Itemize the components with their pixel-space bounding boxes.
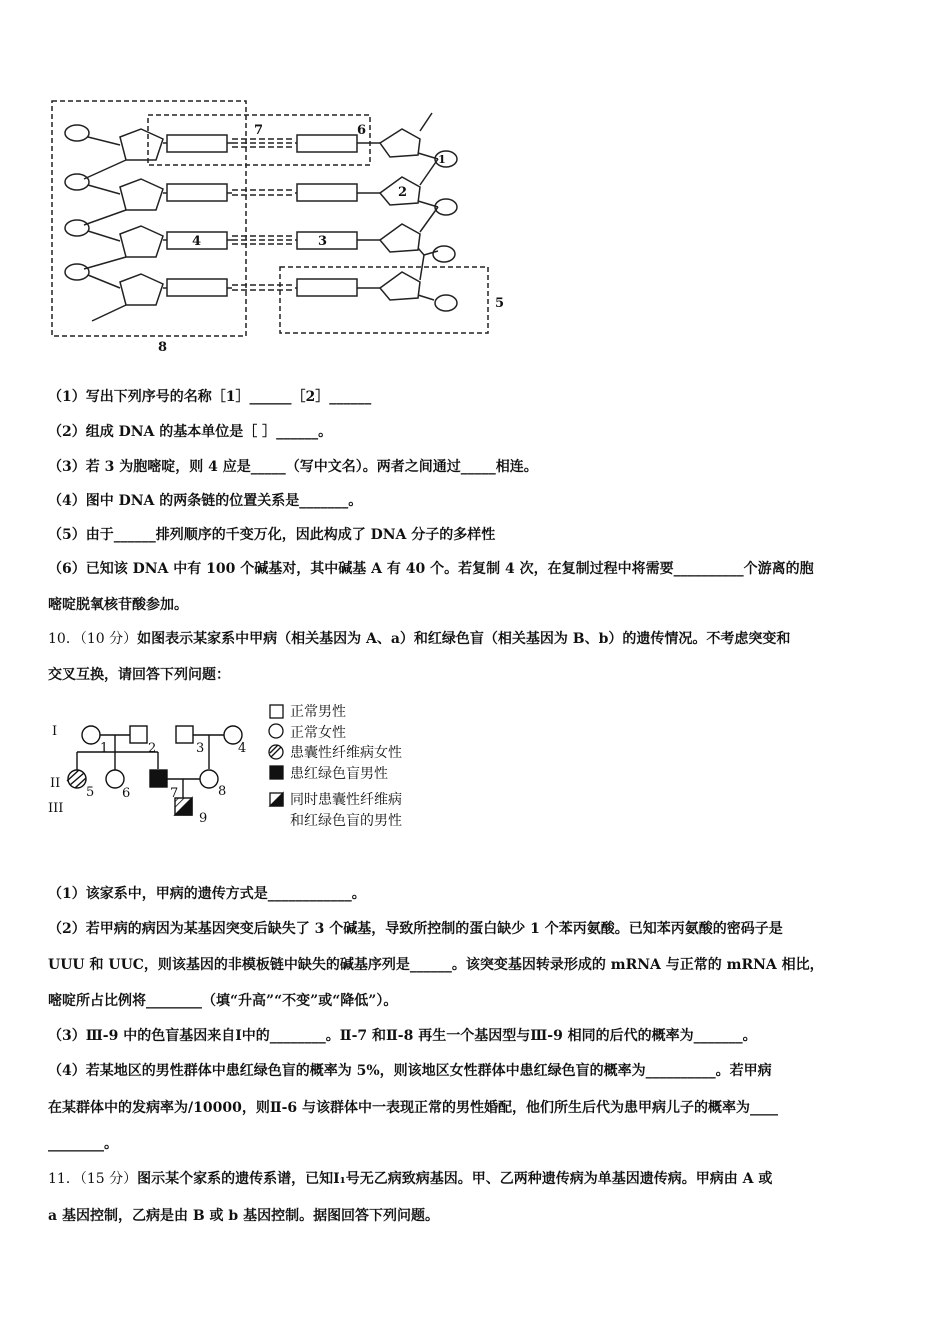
dashed-box-8 — [52, 101, 246, 336]
q10-line-5: （3）Ⅲ-9 中的色盲基因来自Ⅰ中的________。Ⅱ-7 和Ⅱ-8 再生一个基因型与Ⅲ-9 相同的后代的概率为_______。 — [48, 1028, 757, 1044]
q10-score: （10 分） — [79, 631, 138, 647]
q9-line-4: （4）图中 DNA 的两条链的位置关系是_______。 — [48, 493, 363, 509]
q10-line-2: （2）若甲病的病因为某基因突变后缺失了 3 个碱基，导致所控制的蛋白缺少 1 个苯丙氨酸。已知苯丙氨酸的密码子是 — [48, 921, 783, 937]
dna-structure-figure — [40, 95, 520, 360]
q10-line-3: UUU 和 UUC，则该基因的非模板链中缺失的碱基序列是______。该突变基因转录形成的 mRNA 与正常的 mRNA 相比， — [48, 957, 824, 973]
legend-both-line1: 同时患囊性纤维病 — [290, 792, 402, 808]
label-6: 6 — [357, 123, 367, 138]
q10-line-8: ________。 — [48, 1136, 118, 1152]
individual-3 — [176, 726, 193, 743]
legend-cf-female: 患囊性纤维病女性 — [290, 745, 402, 761]
generation-III: III — [48, 801, 64, 816]
label-3: 3 — [318, 234, 328, 249]
legend-normal-female: 正常女性 — [290, 725, 346, 741]
q9-line-3: （3）若 3 为胞嘧啶，则 4 应是_____（写中文名）。两者之间通过_____相连。 — [48, 459, 538, 475]
label-7: 7 — [254, 123, 264, 138]
num-6: 6 — [122, 786, 131, 801]
label-5: 5 — [495, 296, 505, 311]
num-8: 8 — [218, 784, 227, 799]
q11-intro-text: 图示某个家系的遗传系谱，已知Ⅰ₁号无乙病致病基因。甲、乙两种遗传病为单基因遗传病。甲病由 A 或 — [137, 1171, 773, 1187]
q11-score: （15 分） — [79, 1171, 138, 1187]
num-5: 5 — [86, 785, 95, 800]
q11-number: 11． — [48, 1171, 80, 1187]
individual-1 — [82, 726, 100, 744]
individual-2 — [130, 726, 147, 743]
q10-line-1: （1）该家系中，甲病的遗传方式是____________。 — [48, 886, 366, 902]
q10-line-6: （4）若某地区的男性群体中患红绿色盲的概率为 5%，则该地区女性群体中患红绿色盲的概率为__________。若甲病 — [48, 1063, 772, 1079]
generation-I: I — [52, 724, 58, 739]
q9-line-5: （5）由于______排列顺序的千变万化，因此构成了 DNA 分子的多样性 — [48, 527, 496, 543]
q10-line-4: 嘧啶所占比例将________（填“升高”“不变”或“降低”）。 — [48, 993, 398, 1009]
q9-line-1: （1）写出下列序号的名称［1］______［2］______ — [48, 389, 372, 405]
q10-intro-1 — [48, 628, 790, 648]
num-7: 7 — [170, 786, 179, 801]
q11-intro-2: a 基因控制，乙病是由 B 或 b 基因控制。据图回答下列问题。 — [48, 1208, 440, 1224]
legend-colorblind-male: 患红绿色盲男性 — [290, 766, 388, 782]
num-1: 1 — [100, 741, 109, 756]
generation-II: II — [50, 776, 61, 791]
num-3: 3 — [196, 741, 205, 756]
q9-line-6: （6）已知该 DNA 中有 100 个碱基对，其中碱基 A 有 40 个。若复制 4 次，在复制过程中将需要__________个游离的胞 — [48, 561, 814, 577]
num-4: 4 — [238, 741, 247, 756]
label-8: 8 — [158, 340, 168, 355]
individual-8 — [200, 770, 218, 788]
label-1: 1 — [438, 153, 446, 166]
q11-intro-1 — [48, 1168, 772, 1188]
q9-line-2: （2）组成 DNA 的基本单位是［ ］______。 — [48, 424, 333, 440]
legend-both-line2: 和红绿色盲的男性 — [290, 813, 402, 829]
q10-line-7: 在某群体中的发病率为/10000，则Ⅱ-6 与该群体中一表现正常的男性婚配，他们所生后代为患甲病儿子的概率为____ — [48, 1100, 779, 1116]
label-2: 2 — [398, 185, 408, 200]
num-9: 9 — [199, 811, 208, 826]
legend-normal-male: 正常男性 — [290, 704, 346, 720]
pedigree-figure — [46, 698, 446, 838]
q10-number: 10． — [48, 631, 80, 647]
label-4: 4 — [192, 234, 202, 249]
q9-line-7: 嘧啶脱氧核苷酸参加。 — [48, 597, 188, 613]
q10-intro-2: 交叉互换，请回答下列问题： — [48, 667, 230, 683]
q10-intro-text: 如图表示某家系中甲病（相关基因为 A、a）和红绿色盲（相关基因为 B、b）的遗传情况。不考虑突变和 — [137, 631, 791, 647]
num-2: 2 — [148, 741, 157, 756]
individual-7 — [150, 770, 167, 787]
